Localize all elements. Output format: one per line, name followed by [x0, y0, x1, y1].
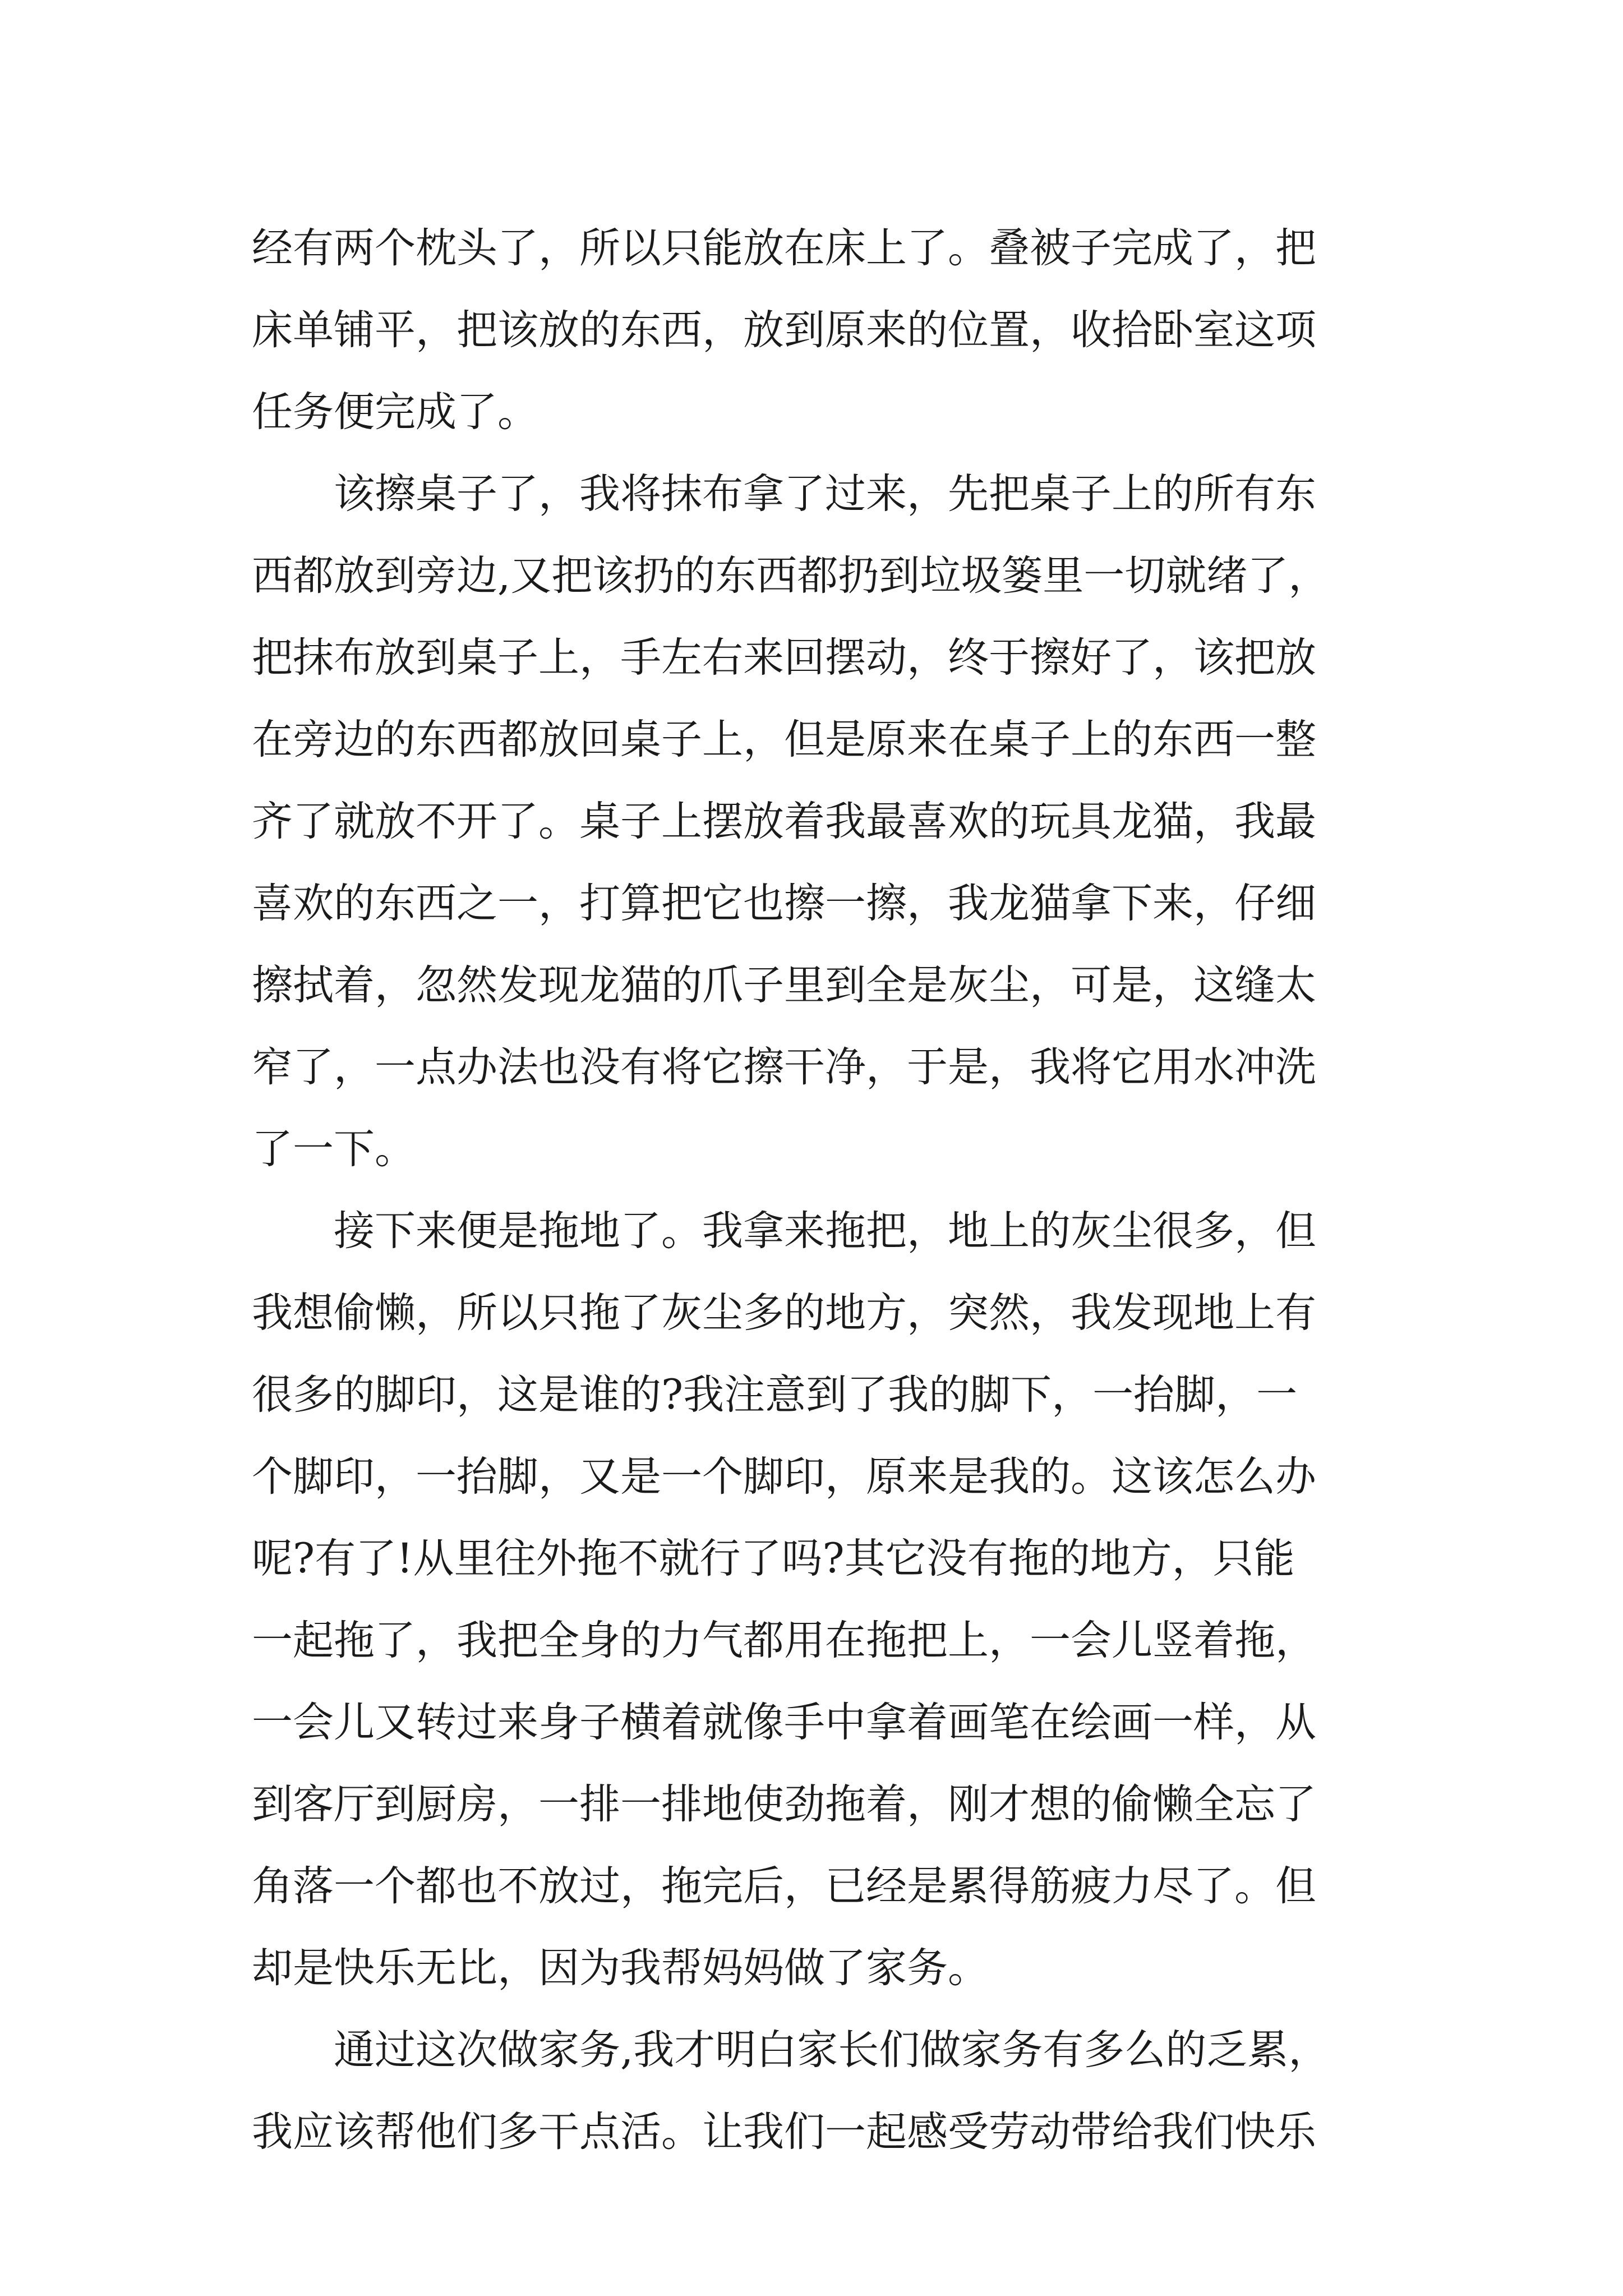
- text-line: 很多的脚印，这是谁的?我注意到了我的脚下，一抬脚，一: [252, 1371, 1298, 1419]
- text-line: 通过这次做家务,我才明白家长们做家务有多么的乏累，: [252, 2026, 1330, 2074]
- text-line: 我应该帮他们多干点活。让我们一起感受劳动带给我们快乐: [252, 2108, 1316, 2156]
- text-line: 在旁边的东西都放回桌子上，但是原来在桌子上的东西一整: [252, 716, 1316, 763]
- paragraph: [252, 2009, 1407, 2173]
- text-line: 个脚印，一抬脚，又是一个脚印，原来是我的。这该怎么办: [252, 1453, 1316, 1501]
- text-line: 经有两个枕头了，所以只能放在床上了。叠被子完成了，把: [252, 224, 1316, 272]
- body-text: [252, 208, 1407, 2173]
- text-line: 却是快乐无比，因为我帮妈妈做了家务。: [252, 1944, 989, 1992]
- text-line: 一会儿又转过来身子横着就像手中拿着画笔在绘画一样，从: [252, 1699, 1316, 1746]
- text-line: 呢?有了!从里往外拖不就行了吗?其它没有拖的地方，只能: [252, 1535, 1295, 1582]
- paragraph: [252, 208, 1407, 453]
- text-line: 到客厅到厨房，一排一排地使劲拖着，刚才想的偷懒全忘了: [252, 1780, 1316, 1828]
- text-line: 任务便完成了。: [252, 388, 538, 436]
- text-line: 该擦桌子了，我将抹布拿了过来，先把桌子上的所有东: [252, 470, 1316, 518]
- text-line: 了一下。: [252, 1125, 416, 1173]
- text-line: 喜欢的东西之一，打算把它也擦一擦，我龙猫拿下来，仔细: [252, 880, 1316, 927]
- paragraph: [252, 453, 1407, 1190]
- text-line: 一起拖了，我把全身的力气都用在拖把上，一会儿竖着拖，: [252, 1617, 1316, 1664]
- text-line: 床单铺平，把该放的东西，放到原来的位置，收拾卧室这项: [252, 306, 1316, 354]
- text-line: 窄了，一点办法也没有将它擦干净，于是，我将它用水冲洗: [252, 1043, 1316, 1091]
- paragraph: [252, 1190, 1407, 2009]
- text-line: 西都放到旁边,又把该扔的东西都扔到垃圾篓里一切就绪了，: [252, 552, 1330, 600]
- text-line: 擦拭着，忽然发现龙猫的爪子里到全是灰尘，可是，这缝太: [252, 961, 1316, 1009]
- text-line: 齐了就放不开了。桌子上摆放着我最喜欢的玩具龙猫，我最: [252, 798, 1316, 845]
- text-line: 把抹布放到桌子上，手左右来回摆动，终于擦好了，该把放: [252, 634, 1316, 682]
- text-line: 角落一个都也不放过，拖完后，已经是累得筋疲力尽了。但: [252, 1862, 1316, 1910]
- text-line: 我想偷懒，所以只拖了灰尘多的地方，突然，我发现地上有: [252, 1289, 1316, 1337]
- text-line: 接下来便是拖地了。我拿来拖把，地上的灰尘很多，但: [252, 1207, 1316, 1255]
